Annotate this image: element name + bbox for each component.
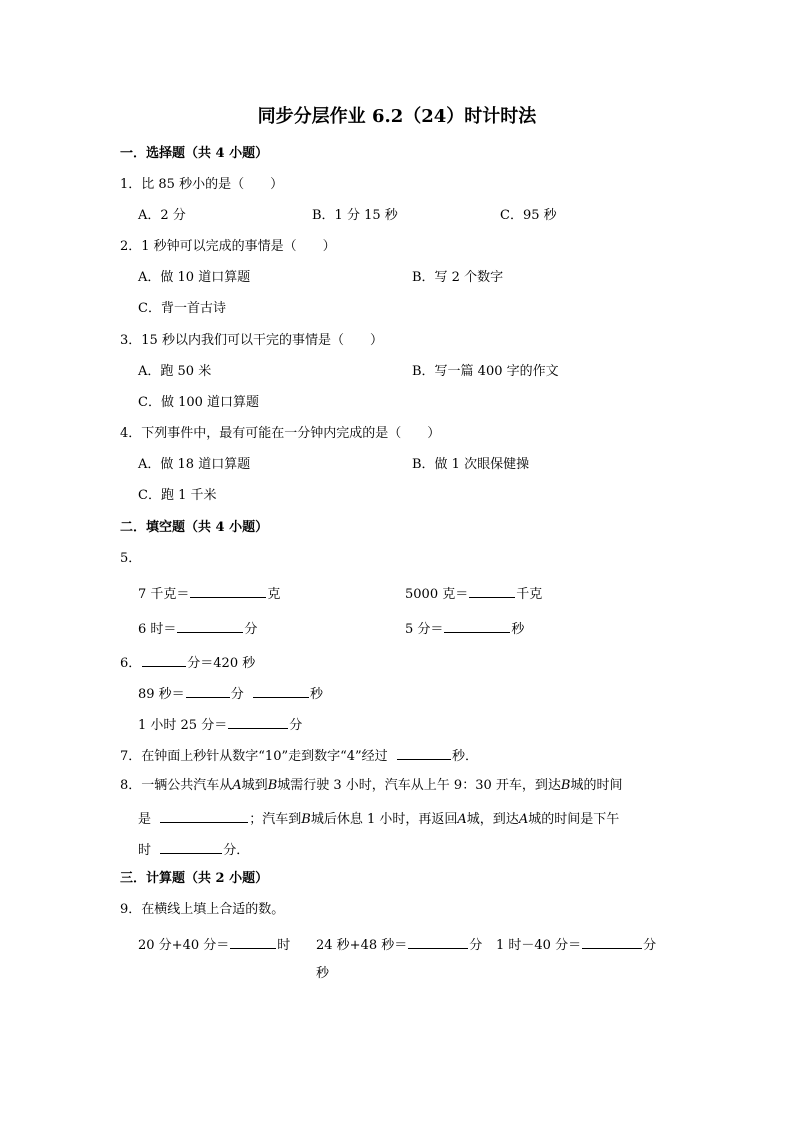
q8-city-b-3: B	[301, 812, 311, 827]
q9-c-expr: 1 时－40 分＝	[496, 938, 582, 953]
q8-text-2d: 城，到达	[466, 812, 519, 827]
section-heading-choice: 一．选择题（共 4 小题）	[120, 146, 269, 161]
q9-b-blank[interactable]	[408, 935, 468, 949]
q8-hour-unit: 时	[138, 843, 152, 858]
q6-min-blank[interactable]	[142, 653, 186, 667]
q6-total-min-blank[interactable]	[228, 715, 288, 729]
q4-option-a: A．做 18 道口算题	[138, 457, 251, 472]
q5-row1-left	[138, 584, 280, 603]
q6-line2	[138, 684, 323, 703]
q6-min-unit: 分	[230, 687, 244, 702]
q1-stem: 1．比 85 秒小的是（ ）	[120, 177, 284, 192]
q9-c-unit: 分	[643, 938, 657, 953]
q8-city-a-2: A	[457, 812, 467, 827]
q8-city-a: A	[232, 778, 242, 793]
q5-row2-right	[405, 619, 524, 638]
q5-hour-unit: 分	[244, 622, 258, 637]
q8-line3	[138, 840, 249, 859]
q9-b-expr: 24 秒+48 秒＝	[316, 938, 408, 953]
q5-kg-label: 7 千克＝	[138, 587, 190, 602]
q6-hour-unit: 分	[289, 718, 303, 733]
q7-line	[120, 746, 478, 765]
q2-option-c: C．背一首古诗	[138, 301, 226, 316]
section-heading-calc: 三．计算题（共 2 小题）	[120, 871, 269, 886]
q5-g-label: 5000 克＝	[405, 587, 469, 602]
q7-text: 7．在钟面上秒针从数字“10”走到数字“4”经过	[120, 749, 388, 764]
q7-unit: 秒．	[451, 749, 478, 764]
q5-kg-unit: 克	[267, 587, 281, 602]
q7-blank[interactable]	[397, 746, 451, 760]
q8-line1	[120, 778, 622, 794]
q5-row1-right	[405, 584, 542, 603]
q5-row2-left	[138, 619, 257, 638]
q9-part-a	[138, 935, 290, 954]
q3-stem: 3．15 秒以内我们可以干完的事情是（ ）	[120, 333, 383, 348]
q5-min-unit: 秒	[511, 622, 525, 637]
q8-text-1d: 城的时间	[570, 778, 623, 793]
q8-text-1c: 城需行驶 3 小时，汽车从上午 9：30 开车，到达	[277, 778, 561, 793]
q6-number: 6．	[120, 656, 142, 671]
q6-line3	[138, 715, 302, 734]
q6-hour-label: 1 小时 25 分＝	[138, 718, 228, 733]
q4-option-b: B．做 1 次眼保健操	[412, 457, 530, 472]
q9-a-blank[interactable]	[230, 935, 276, 949]
q2-option-b: B．写 2 个数字	[412, 270, 504, 285]
q5-hour-blank[interactable]	[177, 619, 243, 633]
q8-text-1b: 城到	[241, 778, 268, 793]
q5-kg-blank[interactable]	[190, 584, 266, 598]
q5-g-unit: 千克	[516, 587, 543, 602]
q8-text-2e: 城的时间是下午	[528, 812, 620, 827]
section-heading-fill: 二．填空题（共 4 小题）	[120, 520, 269, 535]
q4-option-c: C．跑 1 千米	[138, 488, 217, 503]
q8-min-unit: 分．	[223, 843, 250, 858]
q9-part-b	[316, 935, 482, 954]
q6-line1	[120, 653, 255, 672]
q8-return-blank[interactable]	[160, 840, 222, 854]
q1-option-c: C．95 秒	[500, 208, 557, 223]
q6-89sec-label: 89 秒＝	[138, 687, 185, 702]
q5-min-label: 5 分＝	[405, 622, 444, 637]
q2-stem: 2．1 秒钟可以完成的事情是（ ）	[120, 239, 336, 254]
q8-city-b-2: B	[560, 778, 571, 793]
q3-option-a: A．跑 50 米	[138, 364, 212, 379]
q5-g-blank[interactable]	[469, 584, 515, 598]
q9-part-c	[496, 935, 656, 954]
q8-text-1a: 8．一辆公共汽车从	[120, 778, 233, 793]
q6-89-sec-blank[interactable]	[253, 684, 309, 698]
page-title: 同步分层作业 6.2（24）时计时法	[257, 106, 537, 127]
q9-c-blank[interactable]	[582, 935, 642, 949]
q8-arrival-blank[interactable]	[160, 809, 248, 823]
q8-line2	[138, 809, 619, 828]
q4-stem: 4．下列事件中，最有可能在一分钟内完成的是（ ）	[120, 426, 441, 441]
q8-text-2c: 城后休息 1 小时，再返回	[310, 812, 458, 827]
q9-b-unit: 分	[469, 938, 483, 953]
q9-b-tail: 秒	[316, 966, 330, 981]
q6-line1-text: 分＝420 秒	[187, 656, 256, 671]
q3-option-c: C．做 100 道口算题	[138, 395, 260, 410]
q6-sec-unit: 秒	[309, 687, 323, 702]
q5-min-blank[interactable]	[444, 619, 510, 633]
q9-a-unit: 时	[277, 938, 291, 953]
q9-stem: 9．在横线上填上合适的数。	[120, 902, 285, 917]
q3-option-b: B．写一篇 400 字的作文	[412, 364, 559, 379]
q8-city-a-3: A	[518, 812, 529, 827]
q8-text-2b: ；汽车到	[249, 812, 302, 827]
q8-text-2a: 是	[138, 812, 152, 827]
q1-option-b: B．1 分 15 秒	[312, 208, 398, 223]
q5-hour-label: 6 时＝	[138, 622, 177, 637]
q8-city-b: B	[267, 778, 278, 793]
q5-number: 5．	[120, 551, 142, 566]
q1-option-a: A．2 分	[138, 208, 186, 223]
q9-a-expr: 20 分+40 分＝	[138, 938, 230, 953]
q6-89-min-blank[interactable]	[186, 684, 230, 698]
q2-option-a: A．做 10 道口算题	[138, 270, 251, 285]
